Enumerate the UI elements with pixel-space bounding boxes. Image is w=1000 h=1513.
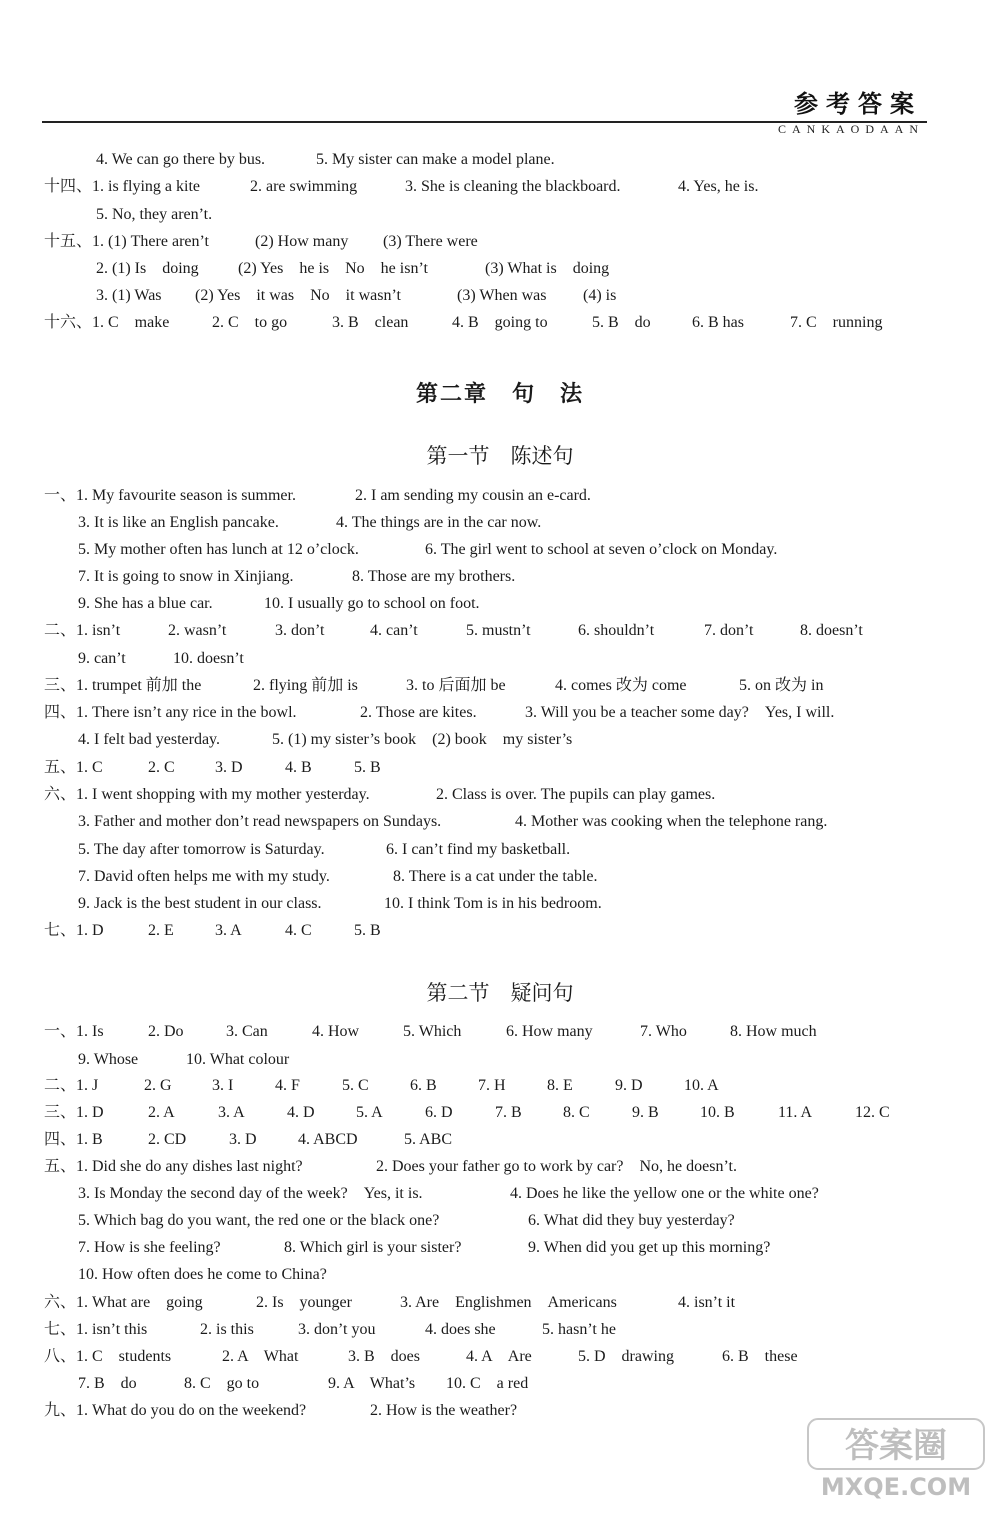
answer-item: 2. CD (148, 1131, 187, 1148)
answer-item: 2. A (148, 1104, 175, 1121)
answer-item: 3. don’t you (298, 1321, 376, 1338)
answer-item: 2. How is the weather? (370, 1402, 518, 1419)
answer-item: 8. C go to (184, 1375, 260, 1392)
watermark-text-top: 答案圈 (845, 1426, 947, 1466)
answer-item: (3) When was (457, 287, 547, 304)
answer-item: 5. D drawing (578, 1348, 674, 1365)
answer-item: 2. A What (222, 1348, 299, 1365)
answer-item: 7. C running (790, 314, 883, 331)
answer-item: 10. C a red (446, 1375, 529, 1392)
answer-item: 3. B does (348, 1348, 421, 1365)
answer-item: 2. C (148, 759, 175, 776)
answer-item: 2. Do (148, 1023, 184, 1040)
answer-item: 二、1. isn’t (44, 622, 121, 639)
answer-item: 3. D (229, 1131, 257, 1148)
answer-item: 4. B (285, 759, 312, 776)
answer-item: 5. Which (403, 1023, 462, 1040)
answer-item: 十六、1. C make (44, 314, 170, 331)
answer-item: 4. F (275, 1077, 300, 1094)
answer-item: 6. B these (722, 1348, 798, 1365)
answer-item: 七、1. D (44, 922, 104, 939)
answer-item: (2) How many (255, 233, 349, 250)
answer-item: 5. No, they aren’t. (96, 206, 213, 223)
answer-item: 4. does she (425, 1321, 496, 1338)
chapter-title: 第二章 句 法 (415, 381, 584, 407)
answer-item: 3. A (218, 1104, 245, 1121)
answer-item: 12. C (855, 1104, 890, 1121)
answer-item: 3. B clean (332, 314, 409, 331)
answer-item: 7. don’t (704, 622, 754, 639)
answer-item: 5. B (354, 922, 381, 939)
answer-item: (3) There were (383, 233, 478, 250)
answer-item: 4. B going to (452, 314, 548, 331)
answer-item: 3. Is Monday the second day of the week? Yes, it is. (78, 1185, 423, 1202)
answer-item: 6. shouldn’t (578, 622, 655, 639)
answer-item: 8. There is a cat under the table. (393, 868, 598, 885)
answer-item: 10. A (684, 1077, 719, 1094)
answer-item: 4. Mother was cooking when the telephone rang. (515, 813, 828, 830)
answer-item: 3. (1) Was (96, 287, 162, 304)
answer-item: 一、1. Is (44, 1023, 104, 1040)
answer-item: 10. How often does he come to China? (78, 1266, 327, 1283)
answer-item: 2. G (144, 1077, 172, 1094)
answer-item: 7. How is she feeling? (78, 1239, 221, 1256)
header-title: 参考答案 (794, 90, 922, 118)
answer-item: 9. She has a blue car. (78, 595, 213, 612)
answer-item: 7. Who (640, 1023, 687, 1040)
answer-item: 4. comes 改为 come (555, 677, 687, 694)
answer-item: 9. When did you get up this morning? (528, 1239, 771, 1256)
answer-item: 5. mustn’t (466, 622, 531, 639)
answer-item: 7. B (495, 1104, 522, 1121)
answer-item: 9. B (632, 1104, 659, 1121)
answer-item: 8. C (563, 1104, 590, 1121)
answer-item: 2. (1) Is doing (96, 260, 199, 277)
answer-item: 6. The girl went to school at seven o’clock on Monday. (425, 541, 778, 558)
answer-item: 2. E (148, 922, 174, 939)
answer-item: 10. doesn’t (173, 650, 244, 667)
answer-item: 5. on 改为 in (739, 677, 824, 694)
answer-item: 5. ABC (404, 1131, 453, 1148)
answer-item: 2. Those are kites. (360, 704, 477, 721)
answer-item: 4. I felt bad yesterday. (78, 731, 221, 748)
answer-item: 4. D (287, 1104, 315, 1121)
answer-item: 5. My sister can make a model plane. (316, 151, 555, 168)
answer-item: 6. I can’t find my basketball. (386, 841, 571, 858)
answer-item: 六、1. I went shopping with my mother yesterday. (44, 786, 370, 803)
answer-item: 6. B has (692, 314, 744, 331)
answer-item: 九、1. What do you do on the weekend? (44, 1402, 307, 1419)
answer-item: 5. A (356, 1104, 383, 1121)
answer-item: 一、1. My favourite season is summer. (44, 487, 296, 504)
answer-item: 6. How many (506, 1023, 593, 1040)
answer-item: 7. It is going to snow in Xinjiang. (78, 568, 294, 585)
answer-item: 五、1. C (44, 759, 103, 776)
answer-item: 3. I (212, 1077, 234, 1094)
answer-item: 四、1. B (44, 1131, 103, 1148)
answer-item: 2. Does your father go to work by car? No, he doesn’t. (376, 1158, 737, 1175)
answer-item: 4. Yes, he is. (678, 178, 759, 195)
answer-item: 二、1. J (44, 1077, 99, 1094)
answer-item: 3. Will you be a teacher some day? Yes, I will. (525, 704, 835, 721)
answer-item: 4. Does he like the yellow one or the white one? (510, 1185, 819, 1202)
answer-item: 五、1. Did she do any dishes last night? (44, 1158, 303, 1175)
answer-item: 5. Which bag do you want, the red one or the black one? (78, 1212, 440, 1229)
answer-item: 10. B (700, 1104, 735, 1121)
header-subtitle: CANKAODAAN (778, 122, 924, 136)
answer-item: 3. Father and mother don’t read newspapers on Sundays. (78, 813, 442, 830)
answer-item: 六、1. What are going (44, 1294, 203, 1311)
answer-item: 十五、1. (1) There aren’t (44, 233, 209, 250)
answer-item: 3. to 后面加 be (406, 677, 506, 694)
answer-item: 8. How much (730, 1023, 817, 1040)
answer-item: 9. can’t (78, 650, 126, 667)
answer-item: 6. What did they buy yesterday? (528, 1212, 735, 1229)
answer-item: 3. A (215, 922, 242, 939)
answer-item: 5. (1) my sister’s book (2) book my sister’s (272, 731, 573, 748)
answer-item: 2. are swimming (250, 178, 358, 195)
answer-item: 5. hasn’t he (542, 1321, 616, 1338)
answer-item: 2. I am sending my cousin an e-card. (355, 487, 591, 504)
answer-item: 8. Which girl is your sister? (284, 1239, 462, 1256)
section-title-interrogative: 第二节 疑问句 (426, 981, 574, 1005)
answer-item: 3. She is cleaning the blackboard. (405, 178, 621, 195)
answer-item: 7. David often helps me with my study. (78, 868, 330, 885)
watermark-text-bottom: MXQE.COM (820, 1473, 972, 1501)
answer-item: 4. C (285, 922, 312, 939)
answer-item: 8. E (547, 1077, 573, 1094)
answer-item: 4. isn’t it (678, 1294, 736, 1311)
answer-item: 8. Those are my brothers. (352, 568, 516, 585)
answer-item: 八、1. C students (44, 1348, 172, 1365)
answer-item: 三、1. trumpet 前加 the (44, 677, 202, 694)
answer-item: 4. How (312, 1023, 360, 1040)
answer-item: 十四、1. is flying a kite (44, 178, 200, 195)
answer-item: 2. Class is over. The pupils can play games. (436, 786, 716, 803)
answer-item: 7. B do (78, 1375, 137, 1392)
answer-item: 4. We can go there by bus. (96, 151, 266, 168)
answer-item: 9. A What’s (328, 1375, 416, 1392)
answer-item: 2. Is younger (256, 1294, 352, 1311)
answer-item: 4. A Are (466, 1348, 532, 1365)
answer-item: 2. flying 前加 is (253, 677, 358, 694)
answer-item: 9. Whose (78, 1051, 139, 1068)
answer-item: 9. D (615, 1077, 643, 1094)
answer-item: 5. My mother often has lunch at 12 o’clock. (78, 541, 359, 558)
answer-item: 5. C (342, 1077, 369, 1094)
answer-item: 4. The things are in the car now. (336, 514, 542, 531)
answer-item: (2) Yes he is No he isn’t (238, 260, 428, 277)
answer-item: 3. D (215, 759, 243, 776)
answer-item: 5. B (354, 759, 381, 776)
answer-item: 3. It is like an English pancake. (78, 514, 279, 531)
answer-item: (2) Yes it was No it wasn’t (195, 287, 401, 304)
answer-item: 9. Jack is the best student in our class. (78, 895, 322, 912)
answer-item: (3) What is doing (485, 260, 610, 277)
answer-item: 7. H (478, 1077, 506, 1094)
answer-item: 5. The day after tomorrow is Saturday. (78, 841, 325, 858)
answer-item: (4) is (583, 287, 617, 304)
answer-item: 四、1. There isn’t any rice in the bowl. (44, 704, 297, 721)
answer-item: 2. wasn’t (168, 622, 227, 639)
answer-item: 6. B (410, 1077, 437, 1094)
answer-item: 2. is this (200, 1321, 254, 1338)
answer-item: 8. doesn’t (800, 622, 863, 639)
answer-item: 3. Can (226, 1023, 268, 1040)
answer-item: 4. ABCD (298, 1131, 358, 1148)
answer-item: 10. I usually go to school on foot. (264, 595, 480, 612)
section-title-declarative: 第一节 陈述句 (426, 444, 574, 468)
answer-item: 七、1. isn’t this (44, 1321, 148, 1338)
watermark-logo (806, 1417, 986, 1503)
answer-item: 10. What colour (186, 1051, 290, 1068)
answer-item: 10. I think Tom is in his bedroom. (384, 895, 602, 912)
answer-item: 3. don’t (275, 622, 325, 639)
answer-item: 3. Are Englishmen Americans (400, 1294, 617, 1311)
answer-item: 6. D (425, 1104, 453, 1121)
answer-item: 2. C to go (212, 314, 288, 331)
answer-item: 三、1. D (44, 1104, 104, 1121)
answer-item: 11. A (778, 1104, 813, 1121)
answer-item: 5. B do (592, 314, 651, 331)
answer-item: 4. can’t (370, 622, 418, 639)
